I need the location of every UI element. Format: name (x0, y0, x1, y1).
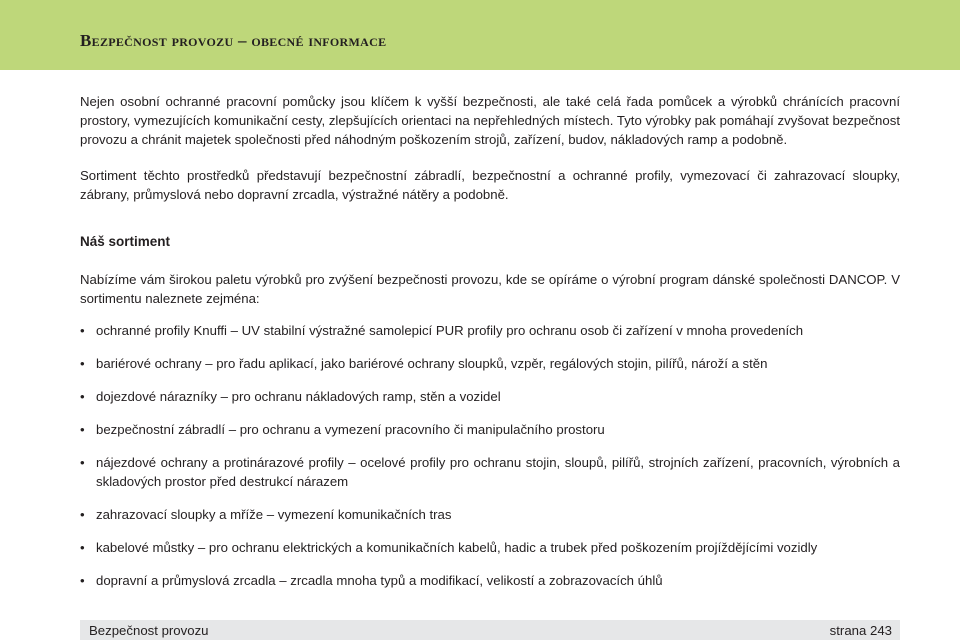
list-item (80, 354, 900, 373)
intro-paragraph-1: Nejen osobní ochranné pracovní pomůcky jsou klíčem k vyšší bezpečnosti, ale také celá řada pomůcek a výrobků chránících pracovní prostory, vymezujících komunikační cesty, zlepšujících orientaci na nepřehledných místech. Tyto výrobky pak pomáhají zvyšovat bezpečnost provozu a chránit majetek společnosti před náhodným poškozením strojů, zařízení, budov, nákladových ramp a podobně. (80, 94, 900, 147)
page-title: Bezpečnost provozu – obecné informace (80, 31, 387, 50)
list-item-text: dopravní a průmyslová zrcadla – zrcadla mnoha typů a modifikací, velikostí a zobrazovacích úhlů (96, 573, 663, 588)
list-item (80, 387, 900, 406)
list-item-text: dojezdové nárazníky – pro ochranu nákladových ramp, stěn a vozidel (96, 389, 501, 404)
list-item (80, 453, 900, 491)
section-paragraph: Nabízíme vám širokou paletu výrobků pro zvýšení bezpečnosti provozu, kde se opíráme o výrobní program dánské společnosti DANCOP. V sortimentu naleznete zejména: (80, 272, 900, 306)
list-item (80, 571, 900, 590)
sortiment-list (80, 321, 900, 590)
bullet-icon: • (80, 323, 85, 338)
page-content (80, 92, 900, 604)
intro-paragraph-2: Sortiment těchto prostředků představují bezpečnostní zábradlí, bezpečnostní a ochranné profily, vymezovací či zahrazovací sloupky, zábrany, průmyslová nebo dopravní zrcadla, výstražné nátěry a podobně. (80, 168, 900, 202)
list-item (80, 420, 900, 439)
footer-section-name: Bezpečnost provozu (89, 623, 209, 638)
bullet-icon: • (80, 356, 85, 371)
bullet-icon: • (80, 573, 85, 588)
bullet-icon: • (80, 455, 85, 470)
page-footer (80, 620, 900, 640)
bullet-icon: • (80, 507, 85, 522)
footer-page-number: strana 243 (829, 623, 892, 638)
list-item-text: nájezdové ochrany a protinárazové profily – ocelové profily pro ochranu stojin, sloupů, pilířů, strojních zařízení, pracovních, výrobních a skladových prostor před destrukcí nárazem (96, 455, 900, 489)
list-item-text: bariérové ochrany – pro řadu aplikací, jako bariérové ochrany sloupků, vzpěr, regálových stojin, pilířů, nároží a stěn (96, 356, 768, 371)
section-heading: Náš sortiment (80, 234, 171, 249)
list-item (80, 321, 900, 340)
list-item-text: zahrazovací sloupky a mříže – vymezení komunikačních tras (96, 507, 452, 522)
list-item-text: ochranné profily Knuffi – UV stabilní výstražné samolepicí PUR profily pro ochranu osob či zařízení v mnoha provedeních (96, 323, 804, 338)
list-item-text: kabelové můstky – pro ochranu elektrických a komunikačních kabelů, hadic a trubek před poškozením projíždějícími vozidly (96, 540, 818, 555)
list-item (80, 538, 900, 557)
bullet-icon: • (80, 540, 85, 555)
bullet-icon: • (80, 389, 85, 404)
bullet-icon: • (80, 422, 85, 437)
header-band (0, 0, 960, 70)
list-item (80, 505, 900, 524)
list-item-text: bezpečnostní zábradlí – pro ochranu a vymezení pracovního či manipulačního prostoru (96, 422, 605, 437)
